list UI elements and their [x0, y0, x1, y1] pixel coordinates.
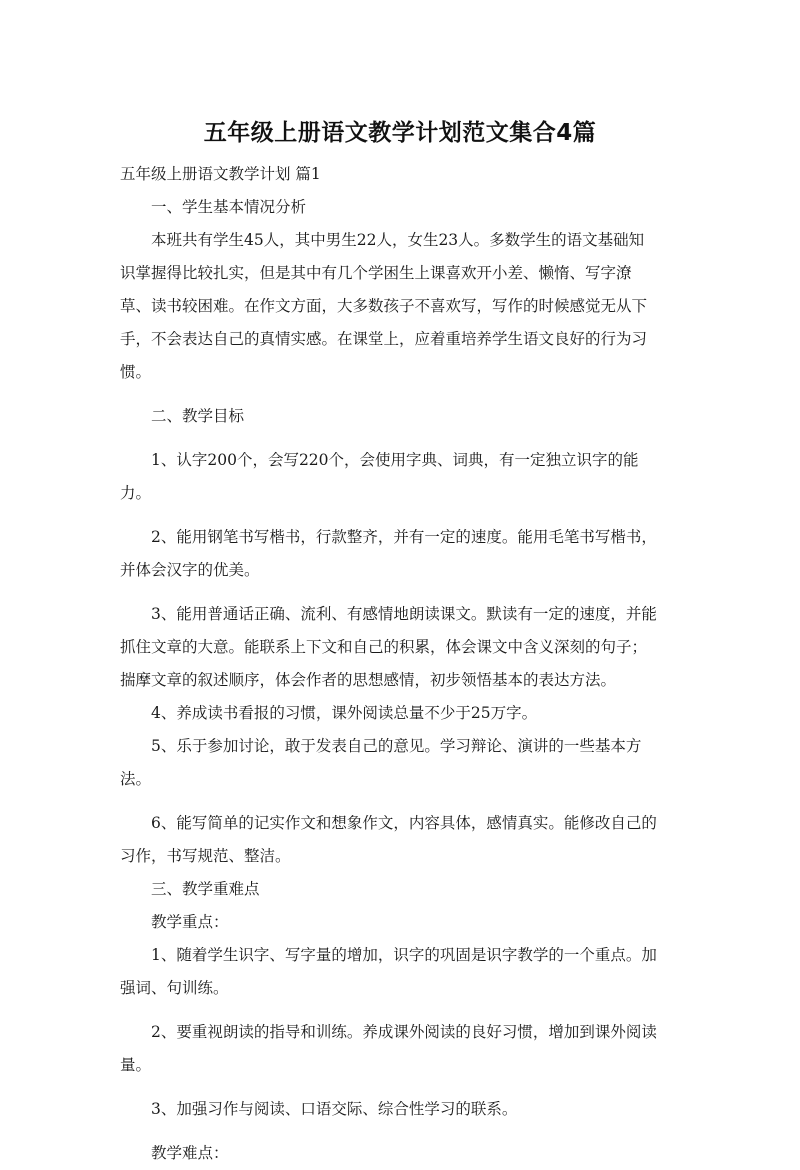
paragraph-line: 习作，书写规范、整洁。 [120, 847, 291, 865]
paragraph-line: 识掌握得比较扎实，但是其中有几个学困生上课喜欢开小差、懒惰、写字潦 [120, 264, 632, 282]
section-subtitle: 五年级上册语文教学计划 篇1 [120, 165, 321, 183]
paragraph-line: 量。 [120, 1056, 152, 1074]
paragraph-line: 揣摩文章的叙述顺序，体会作者的思想感情，初步领悟基本的表达方法。 [120, 671, 617, 689]
paragraph-line: 草、读书较困难。在作文方面，大多数孩子不喜欢写，写作的时候感觉无从下 [120, 297, 648, 315]
paragraph-line: 强词、句训练。 [120, 979, 229, 997]
paragraph-line: 并体会汉字的优美。 [120, 561, 260, 579]
paragraph-line: 手，不会表达自己的真情实感。在课堂上，应着重培养学生语文良好的行为习 [120, 330, 648, 348]
label-key-points: 教学重点： [151, 913, 229, 931]
paragraph-line: 本班共有学生45人，其中男生22人，女生23人。多数学生的语文基础知 [151, 231, 645, 249]
heading-teaching-goals: 二、教学目标 [151, 407, 245, 425]
heading-key-difficulties: 三、教学重难点 [151, 880, 260, 898]
paragraph-line: 3、能用普通话正确、流利、有感情地朗读课文。默读有一定的速度，并能 [151, 605, 657, 623]
paragraph-line: 惯。 [120, 363, 152, 381]
paragraph-line: 2、能用钢笔书写楷书，行款整齐，并有一定的速度。能用毛笔书写楷书， [151, 528, 657, 546]
paragraph-line: 法。 [120, 770, 152, 788]
paragraph-line: 3、加强习作与阅读、口语交际、综合性学习的联系。 [151, 1100, 518, 1118]
paragraph-line: 1、认字200个，会写220个，会使用字典、词典，有一定独立识字的能 [151, 451, 639, 469]
document-body [120, 158, 685, 1170]
paragraph-line: 力。 [120, 484, 152, 502]
paragraph-line: 2、要重视朗读的指导和训练。养成课外阅读的良好习惯，增加到课外阅读 [151, 1023, 657, 1041]
document-title: 五年级上册语文教学计划范文集合4篇 [203, 120, 597, 146]
paragraph-line: 5、乐于参加讨论，敢于发表自己的意见。学习辩论、演讲的一些基本方 [151, 737, 642, 755]
label-difficult-points: 教学难点： [151, 1144, 229, 1162]
paragraph-line: 1、随着学生识字、写字量的增加，识字的巩固是识字教学的一个重点。加 [151, 946, 657, 964]
paragraph-line: 4、养成读书看报的习惯，课外阅读总量不少于25万字。 [151, 704, 538, 722]
paragraph-line: 抓住文章的大意。能联系上下文和自己的积累，体会课文中含义深刻的句子； [120, 638, 648, 656]
heading-student-analysis: 一、学生基本情况分析 [151, 198, 307, 216]
paragraph-line: 6、能写简单的记实作文和想象作文，内容具体，感情真实。能修改自己的 [151, 814, 657, 832]
